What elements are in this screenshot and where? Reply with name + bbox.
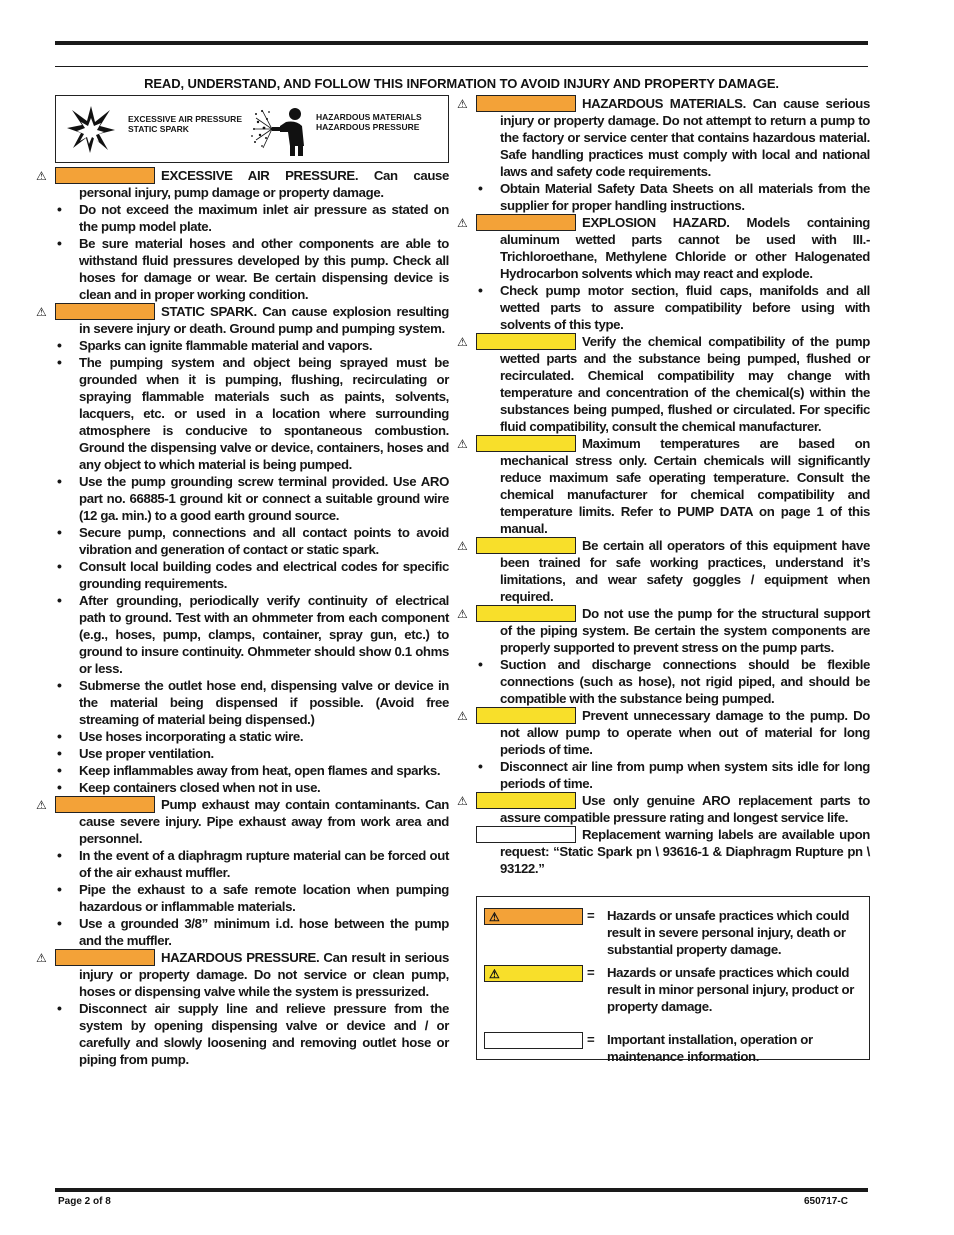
bullet-item: • Use a grounded 3/8” minimum i.d. hose between the pump and the muffler. (55, 915, 449, 949)
notice-badge (476, 826, 576, 843)
warning-badge: ⚠ (55, 167, 155, 184)
bottom-rule (55, 1188, 868, 1192)
hazard-statement-text: Maximum temperatures are based on mechanical stress only. Certain chemicals will significantly reduce maximum safe operating temperature. Consult the chemical manufacturer for chemical compatibility and temperature limits. Refer to PUMP DATA on page 1 of this manual. (500, 436, 870, 536)
caution-badge: ⚠ (476, 537, 576, 554)
bullet-item: • Keep inflammables away from heat, open flames and sparks. (55, 762, 449, 779)
caution-badge: ⚠ (476, 605, 576, 622)
hazard-statement (457, 792, 870, 826)
hazard-statement (457, 95, 870, 180)
right-column (457, 95, 870, 1064)
hazard-statement-text: Prevent unnecessary damage to the pump. Do not allow pump to operate when out of material for long periods of time. (500, 708, 870, 757)
left-safety-list (36, 167, 449, 1068)
bullet-item: • Disconnect air line from pump when system sits idle for long periods of time. (476, 758, 870, 792)
hazard-statement-text: Be certain all operators of this equipment have been trained for safe working practices, understand it’s limitations, and wear safety goggles / equipment when required. (500, 538, 870, 604)
legend-row (483, 907, 863, 958)
bullet-item: • Suction and discharge connections should be flexible connections (such as hose), not rigid piped, and should be compatible with the substance being pumped. (476, 656, 870, 707)
explosion-icon (66, 104, 116, 158)
bullet-item: • Obtain Material Safety Data Sheets on all materials from the supplier for proper handling instructions. (476, 180, 870, 214)
hazard-statement (36, 303, 449, 337)
caution-badge: ⚠ (476, 792, 576, 809)
warning-badge (484, 908, 583, 925)
notice-badge (484, 1032, 583, 1049)
legend-text: Hazards or unsafe practices which could result in severe personal injury, death or substantial property damage. (607, 908, 850, 957)
hazard-statement-text: Do not use the pump for the structural support of the piping system. Be certain the system components are properly supported to prevent stress on the pump parts. (500, 606, 870, 655)
legend-row (483, 1031, 863, 1065)
top-rule-thick (55, 41, 868, 45)
bullet-item: • Pipe the exhaust to a safe remote location when pumping hazardous or inflammable materials. (55, 881, 449, 915)
legend-equals: = (587, 965, 595, 980)
hazard-statement-text: HAZARDOUS MATERIALS. Can cause serious injury or property damage. Do not attempt to return a pump to the factory or service center that contains hazardous material. Safe handling practices must comply with local and national laws and safety code requirements. (500, 96, 870, 179)
hazard-statement (476, 826, 870, 877)
pictogram-label-air-pressure: EXCESSIVE AIR PRESSURE (128, 114, 242, 124)
right-safety-list (457, 95, 870, 877)
pictogram-label-hazardous-pressure: HAZARDOUS PRESSURE (316, 122, 420, 132)
bullet-item: • Submerse the outlet hose end, dispensing valve or device in the material being dispensed if possible. (Avoid free streaming of material being dispensed.) (55, 677, 449, 728)
bullet-item: • Sparks can ignite flammable material and vapors. (55, 337, 449, 354)
warning-badge: ⚠ (476, 95, 576, 112)
document-number: 650717-C (804, 1196, 848, 1207)
bullet-item: • After grounding, periodically verify continuity of electrical path to ground. Test with an ohmmeter from each component (e.g., hoses, pump, clamps, container, spray gun, etc.) to ground to insure continuity. Ohmmeter should show 0.1 ohms or less. (55, 592, 449, 677)
hazard-statement-text: HAZARDOUS PRESSURE. Can result in serious injury or property damage. Do not service or clean pump, hoses or dispensing valve while the system is pressurized. (79, 950, 449, 999)
hazard-statement (36, 796, 449, 847)
hazard-statement-text: Replacement warning labels are available upon request: “Static Spark pn \ 93616-1 & Diaphragm Rupture pn \ 93122.” (500, 827, 870, 876)
top-rule-thin (55, 66, 868, 67)
bullet-item: • Keep containers closed when not in use. (55, 779, 449, 796)
hazard-statement-text: Pump exhaust may contain contaminants. Can cause severe injury. Pipe exhaust away from work area and personnel. (79, 797, 449, 846)
legend-row (483, 964, 863, 1015)
warning-badge: ⚠ (476, 214, 576, 231)
pictogram-label-hazardous-materials: HAZARDOUS MATERIALS (316, 112, 422, 122)
warning-triangle-icon: ⚠ (489, 910, 500, 924)
page-number: Page 2 of 8 (58, 1196, 111, 1207)
pictogram-label-right (316, 112, 422, 132)
bullet-item: • Do not exceed the maximum inlet air pressure as stated on the pump model plate. (55, 201, 449, 235)
hazard-statement (457, 333, 870, 435)
bullet-item: • Check pump motor section, fluid caps, manifolds and all wetted parts to assure compatibility before using with solvents of this type. (476, 282, 870, 333)
bullet-item: • Use the pump grounding screw terminal provided. Use ARO part no. 66885-1 ground kit or connect a suitable ground wire (12 ga. min.) to a good earth ground source. (55, 473, 449, 524)
hazard-pictogram-box (55, 95, 449, 163)
legend-equals: = (587, 908, 595, 923)
caution-badge: ⚠ (476, 333, 576, 350)
warning-badge: ⚠ (55, 949, 155, 966)
caution-badge (484, 965, 583, 982)
hazard-statement (457, 537, 870, 605)
hazard-statement (36, 949, 449, 1000)
signal-word-legend (476, 896, 870, 1064)
warning-badge: ⚠ (55, 303, 155, 320)
caution-badge: ⚠ (476, 707, 576, 724)
pictogram-label-left (128, 114, 242, 134)
warning-badge: ⚠ (55, 796, 155, 813)
legend-text: Hazards or unsafe practices which could result in minor personal injury, product or property damage. (607, 965, 855, 1014)
hazard-statement (36, 167, 449, 201)
caution-badge: ⚠ (476, 435, 576, 452)
hazard-statement-text: Verify the chemical compatibility of the pump wetted parts and the substance being pumped, flushed or recirculated. Chemical compatibility may change with temperature and concentration of the chemical(s) within the substances being pumped, flushed or circulated. For specific fluid compatibility, consult the chemical manufacturer. (500, 334, 870, 434)
bullet-item: • Consult local building codes and electrical codes for specific grounding requirements. (55, 558, 449, 592)
bullet-item: • Use hoses incorporating a static wire. (55, 728, 449, 745)
hazard-statement (457, 214, 870, 282)
pictogram-label-static-spark: STATIC SPARK (128, 124, 189, 134)
bullet-item: • Be sure material hoses and other components are able to withstand fluid pressures developed by this pump. Check all hoses for damage or wear. Be certain dispensing device is clean and in proper working condition. (55, 235, 449, 303)
left-column (36, 95, 449, 1068)
hazard-statement-text: STATIC SPARK. Can cause explosion resulting in severe injury or death. Ground pump and pumping system. (79, 304, 449, 336)
bullet-item: • The pumping system and object being sprayed must be grounded when it is pumping, flushing, recirculating or spraying flammable materials such as paints, solvents, lacquers, etc. or used in a location where surrounding atmosphere is conducive to spontaneous combustion. Ground the dispensing valve or device, containers, hoses and any object to which material is being pumped. (55, 354, 449, 473)
bullet-item: • Secure pump, connections and all contact points to avoid vibration and generation of contact or static spark. (55, 524, 449, 558)
safety-headline: READ, UNDERSTAND, AND FOLLOW THIS INFORMATION TO AVOID INJURY AND PROPERTY DAMAGE. (144, 76, 779, 91)
hazard-statement (457, 707, 870, 758)
hazard-statement (457, 435, 870, 537)
bullet-item: • In the event of a diaphragm rupture material can be forced out of the air exhaust muffler. (55, 847, 449, 881)
hazard-statement (457, 605, 870, 656)
hazard-statement-text: Use only genuine ARO replacement parts to assure compatible pressure rating and longest service life. (500, 793, 870, 825)
warning-triangle-icon: ⚠ (489, 967, 500, 981)
hazard-statement-text: EXCESSIVE AIR PRESSURE. Can cause personal injury, pump damage or property damage. (79, 168, 449, 200)
hazard-statement-text: EXPLOSION HAZARD. Models containing aluminum wetted parts cannot be used with III.-Trichloroethane, Methylene Chloride or other Halogenated Hydrocarbon solvents which may react and explode. (500, 215, 870, 281)
hazardous-spray-icon (250, 102, 306, 160)
legend-text: Important installation, operation or maintenance information. (607, 1032, 813, 1064)
bullet-item: • Use proper ventilation. (55, 745, 449, 762)
bullet-item: • Disconnect air supply line and relieve pressure from the system by opening dispensing valve or device and / or carefully and slowly loosening and removing outlet hose or piping from pump. (55, 1000, 449, 1068)
legend-equals: = (587, 1032, 595, 1047)
